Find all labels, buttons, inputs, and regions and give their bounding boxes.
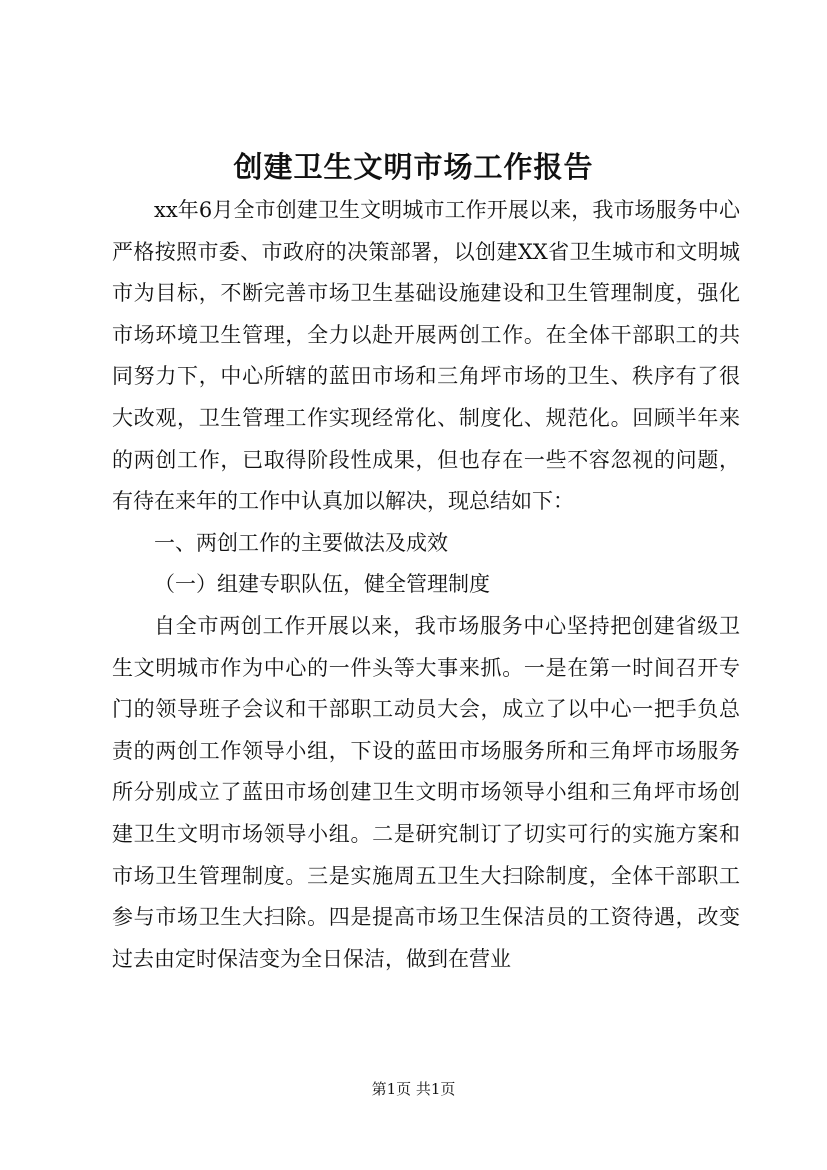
document-title: 创建卫生文明市场工作报告 (233, 150, 594, 184)
document-body (112, 190, 740, 980)
page-number: 第1页 共1页 (371, 1080, 456, 1098)
subsection-heading: （一）组建专职队伍，健全管理制度 (154, 572, 490, 597)
paragraph-body: 自全市两创工作开展以来，我市场服务中心坚持把创建省级卫生文明城市作为中心的一件头等大事来抓。一是在第一时间召开专门的领导班子会议和干部职工动员大会，成立了以中心一把手负总责的两创工作领导小组，下设的蓝田市场服务所和三角坪市场服务所分别成立了蓝田市场创建卫生文明市场领导小组和三角坪市场创建卫生文明市场领导小组。二是研究制订了切实可行的实施方案和市场卫生管理制度。三是实施周五卫生大扫除制度，全体干部职工参与市场卫生大扫除。四是提高市场卫生保洁员的工资待遇，改变过去由定时保洁变为全日保洁，做到在营业 (112, 613, 740, 971)
paragraph-intro: xx年6月全市创建卫生文明城市工作开展以来，我市场服务中心严格按照市委、市政府的决策部署，以创建XX省卫生城市和文明城市为目标，不断完善市场卫生基础设施建设和卫生管理制度，强化市场环境卫生管理，全力以赴开展两创工作。在全体干部职工的共同努力下，中心所辖的蓝田市场和三角坪市场的卫生、秩序有了很大改观，卫生管理工作实现经常化、制度化、规范化。回顾半年来的两创工作，已取得阶段性成果，但也存在一些不容忽视的问题，有待在来年的工作中认真加以解决，现总结如下： (112, 198, 740, 514)
section-heading: 一、两创工作的主要做法及成效 (154, 530, 448, 555)
